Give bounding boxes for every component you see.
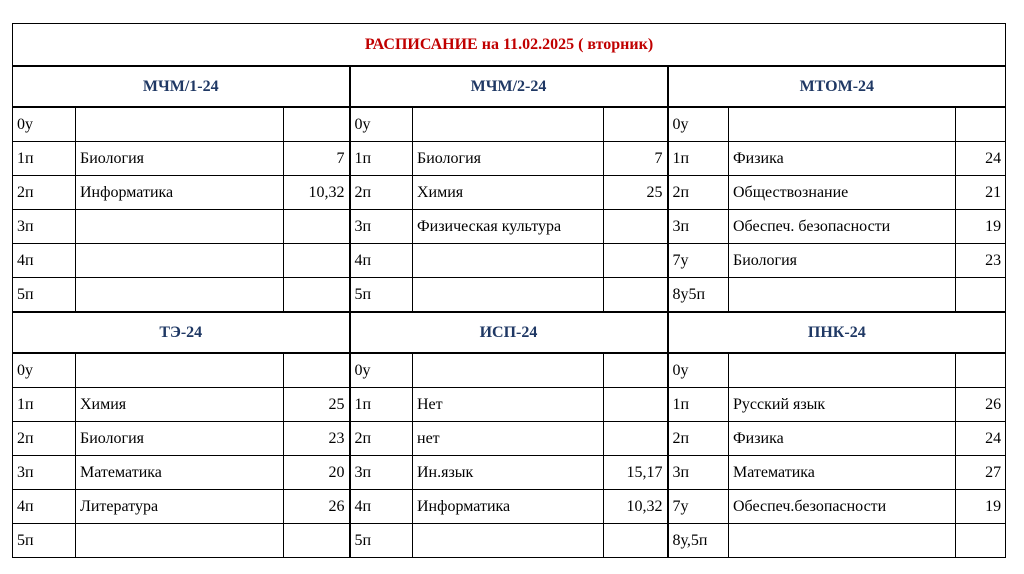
period-cell: 1п xyxy=(350,388,413,422)
subject-cell xyxy=(729,353,956,388)
schedule-row xyxy=(13,456,1006,490)
period-cell: 1п xyxy=(668,388,729,422)
room-cell xyxy=(604,388,668,422)
subject-cell: Химия xyxy=(413,176,604,210)
period-cell: 3п xyxy=(350,456,413,490)
period-cell: 2п xyxy=(350,422,413,456)
period-cell: 5п xyxy=(350,524,413,558)
schedule-row xyxy=(13,422,1006,456)
period-cell: 8у,5п xyxy=(668,524,729,558)
period-cell: 4п xyxy=(350,490,413,524)
subject-cell: Математика xyxy=(76,456,284,490)
room-cell xyxy=(284,278,350,313)
period-cell: 4п xyxy=(350,244,413,278)
period-cell: 1п xyxy=(13,142,76,176)
subject-cell: Информатика xyxy=(413,490,604,524)
subject-cell xyxy=(729,278,956,313)
subject-cell xyxy=(729,524,956,558)
period-cell: 4п xyxy=(13,244,76,278)
room-cell: 27 xyxy=(956,456,1006,490)
subject-cell xyxy=(413,244,604,278)
group-header-row xyxy=(13,312,1006,353)
period-cell: 2п xyxy=(668,422,729,456)
period-cell: 0у xyxy=(13,107,76,142)
period-cell: 4п xyxy=(13,490,76,524)
group-header: МЧМ/1-24 xyxy=(13,66,350,107)
period-cell: 0у xyxy=(668,107,729,142)
subject-cell: Нет xyxy=(413,388,604,422)
group-header: ИСП-24 xyxy=(350,312,668,353)
room-cell xyxy=(284,107,350,142)
room-cell xyxy=(604,278,668,313)
subject-cell xyxy=(76,244,284,278)
room-cell: 25 xyxy=(284,388,350,422)
group-header: МЧМ/2-24 xyxy=(350,66,668,107)
schedule-title: РАСПИСАНИЕ на 11.02.2025 ( вторник) xyxy=(13,24,1006,67)
room-cell xyxy=(284,524,350,558)
room-cell: 21 xyxy=(956,176,1006,210)
period-cell: 1п xyxy=(13,388,76,422)
period-cell: 2п xyxy=(13,422,76,456)
subject-cell xyxy=(413,524,604,558)
period-cell: 0у xyxy=(13,353,76,388)
schedule-row xyxy=(13,278,1006,313)
subject-cell: Физика xyxy=(729,142,956,176)
schedule-row xyxy=(13,142,1006,176)
group-header-row xyxy=(13,66,1006,107)
period-cell: 8у5п xyxy=(668,278,729,313)
room-cell xyxy=(284,353,350,388)
room-cell xyxy=(604,353,668,388)
room-cell xyxy=(604,524,668,558)
period-cell: 3п xyxy=(13,456,76,490)
group-header: ТЭ-24 xyxy=(13,312,350,353)
subject-cell xyxy=(729,107,956,142)
subject-cell: Обществознание xyxy=(729,176,956,210)
room-cell: 19 xyxy=(956,210,1006,244)
room-cell xyxy=(284,210,350,244)
subject-cell xyxy=(76,353,284,388)
subject-cell: Обеспеч.безопасности xyxy=(729,490,956,524)
subject-cell xyxy=(76,210,284,244)
subject-cell: Биология xyxy=(413,142,604,176)
period-cell: 2п xyxy=(13,176,76,210)
subject-cell xyxy=(76,524,284,558)
room-cell: 25 xyxy=(604,176,668,210)
schedule-sheet xyxy=(12,23,1005,558)
subject-cell: Биология xyxy=(76,142,284,176)
subject-cell xyxy=(76,107,284,142)
room-cell: 19 xyxy=(956,490,1006,524)
period-cell: 7у xyxy=(668,490,729,524)
subject-cell xyxy=(413,278,604,313)
period-cell: 3п xyxy=(668,456,729,490)
room-cell xyxy=(956,107,1006,142)
room-cell: 24 xyxy=(956,142,1006,176)
schedule-row xyxy=(13,388,1006,422)
room-cell: 26 xyxy=(956,388,1006,422)
period-cell: 5п xyxy=(13,278,76,313)
schedule-row xyxy=(13,524,1006,558)
room-cell xyxy=(956,524,1006,558)
room-cell: 7 xyxy=(604,142,668,176)
schedule-row xyxy=(13,107,1006,142)
period-cell: 3п xyxy=(668,210,729,244)
schedule-row xyxy=(13,210,1006,244)
period-cell: 0у xyxy=(350,107,413,142)
schedule-row xyxy=(13,244,1006,278)
room-cell xyxy=(604,422,668,456)
group-header: МТОМ-24 xyxy=(668,66,1006,107)
period-cell: 5п xyxy=(350,278,413,313)
subject-cell: Биология xyxy=(76,422,284,456)
room-cell xyxy=(604,107,668,142)
room-cell: 10,32 xyxy=(284,176,350,210)
schedule-table xyxy=(12,23,1006,558)
subject-cell: Ин.язык xyxy=(413,456,604,490)
title-row xyxy=(13,24,1006,67)
subject-cell: Литература xyxy=(76,490,284,524)
subject-cell: Обеспеч. безопасности xyxy=(729,210,956,244)
subject-cell xyxy=(76,278,284,313)
period-cell: 0у xyxy=(668,353,729,388)
room-cell: 23 xyxy=(956,244,1006,278)
room-cell: 20 xyxy=(284,456,350,490)
subject-cell: Физическая культура xyxy=(413,210,604,244)
room-cell xyxy=(284,244,350,278)
room-cell: 24 xyxy=(956,422,1006,456)
room-cell: 7 xyxy=(284,142,350,176)
subject-cell: Биология xyxy=(729,244,956,278)
room-cell xyxy=(604,244,668,278)
room-cell xyxy=(604,210,668,244)
subject-cell: нет xyxy=(413,422,604,456)
subject-cell: Русский язык xyxy=(729,388,956,422)
period-cell: 2п xyxy=(350,176,413,210)
period-cell: 3п xyxy=(350,210,413,244)
schedule-row xyxy=(13,353,1006,388)
room-cell: 15,17 xyxy=(604,456,668,490)
subject-cell: Информатика xyxy=(76,176,284,210)
subject-cell xyxy=(413,107,604,142)
period-cell: 1п xyxy=(668,142,729,176)
room-cell xyxy=(956,278,1006,313)
period-cell: 5п xyxy=(13,524,76,558)
group-header: ПНК-24 xyxy=(668,312,1006,353)
room-cell xyxy=(956,353,1006,388)
subject-cell: Химия xyxy=(76,388,284,422)
period-cell: 2п xyxy=(668,176,729,210)
room-cell: 10,32 xyxy=(604,490,668,524)
subject-cell xyxy=(413,353,604,388)
period-cell: 7у xyxy=(668,244,729,278)
period-cell: 0у xyxy=(350,353,413,388)
period-cell: 1п xyxy=(350,142,413,176)
schedule-row xyxy=(13,490,1006,524)
schedule-body xyxy=(13,24,1006,558)
subject-cell: Математика xyxy=(729,456,956,490)
room-cell: 23 xyxy=(284,422,350,456)
schedule-row xyxy=(13,176,1006,210)
room-cell: 26 xyxy=(284,490,350,524)
period-cell: 3п xyxy=(13,210,76,244)
subject-cell: Физика xyxy=(729,422,956,456)
